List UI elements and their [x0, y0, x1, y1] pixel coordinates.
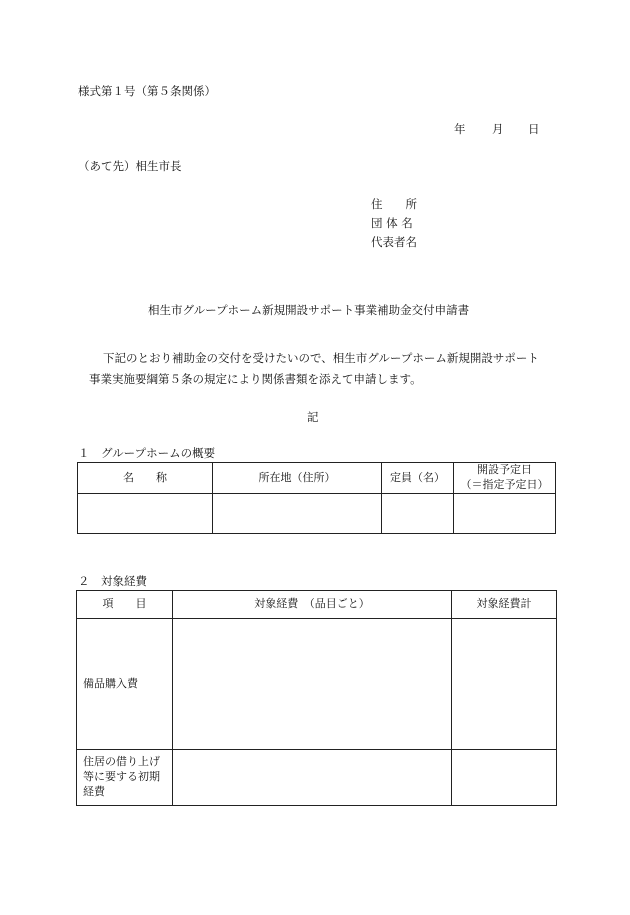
header-item: 項 目 [77, 591, 173, 619]
header-location: 所在地（住所） [213, 463, 382, 494]
cell-capacity-input[interactable] [382, 494, 454, 534]
applicant-representative-label: 代表者名 [371, 235, 417, 249]
applicant-group-label: 団 体 名 [371, 216, 413, 230]
header-name: 名 称 [78, 463, 213, 494]
section1-heading: １ グループホームの概要 [78, 446, 216, 460]
cell-housing-expense-input[interactable] [173, 750, 452, 806]
header-opening-date-line2: （＝指定予定日） [460, 478, 549, 491]
target-expense-table [76, 590, 557, 806]
header-opening-date-line1: 開設予定日 [477, 463, 532, 477]
date-year-label: 年 [454, 122, 466, 136]
header-opening-date [454, 463, 556, 494]
cell-name-input[interactable] [78, 494, 213, 534]
date-day-label: 日 [528, 122, 540, 136]
cell-opening-date-input[interactable] [454, 494, 556, 534]
header-expense: 対象経費 （品目ごと） [173, 591, 452, 619]
form-number: 様式第１号（第５条関係） [78, 84, 216, 98]
cell-housing-total-input[interactable] [452, 750, 557, 806]
row-label-equipment: 備品購入費 [77, 619, 173, 750]
row-label-housing [77, 750, 173, 806]
cell-equipment-expense-input[interactable] [173, 619, 452, 750]
cell-location-input[interactable] [213, 494, 382, 534]
document-title: 相生市グループホーム新規開設サポート事業補助金交付申請書 [148, 303, 470, 317]
date-month-label: 月 [492, 122, 504, 136]
body-line-1: 下記のとおり補助金の交付を受けたいので、相生市グループホーム新規開設サポート [103, 351, 539, 365]
row-label-housing-line3: 経費 [83, 784, 105, 798]
row-label-housing-line2: 等に要する初期 [83, 770, 160, 784]
applicant-address-label: 住 所 [371, 197, 417, 211]
group-home-overview-table [77, 462, 556, 534]
header-total: 対象経費計 [452, 591, 557, 619]
cell-equipment-total-input[interactable] [452, 619, 557, 750]
body-line-2: 事業実施要綱第５条の規定により関係書類を添えて申請します。 [89, 372, 422, 386]
header-capacity: 定員（名） [382, 463, 454, 494]
ki-mark: 記 [307, 410, 319, 424]
addressee: （あて先）相生市長 [78, 159, 182, 173]
section2-heading: ２ 対象経費 [78, 574, 147, 588]
row-label-housing-line1: 住居の借り上げ [83, 755, 160, 769]
